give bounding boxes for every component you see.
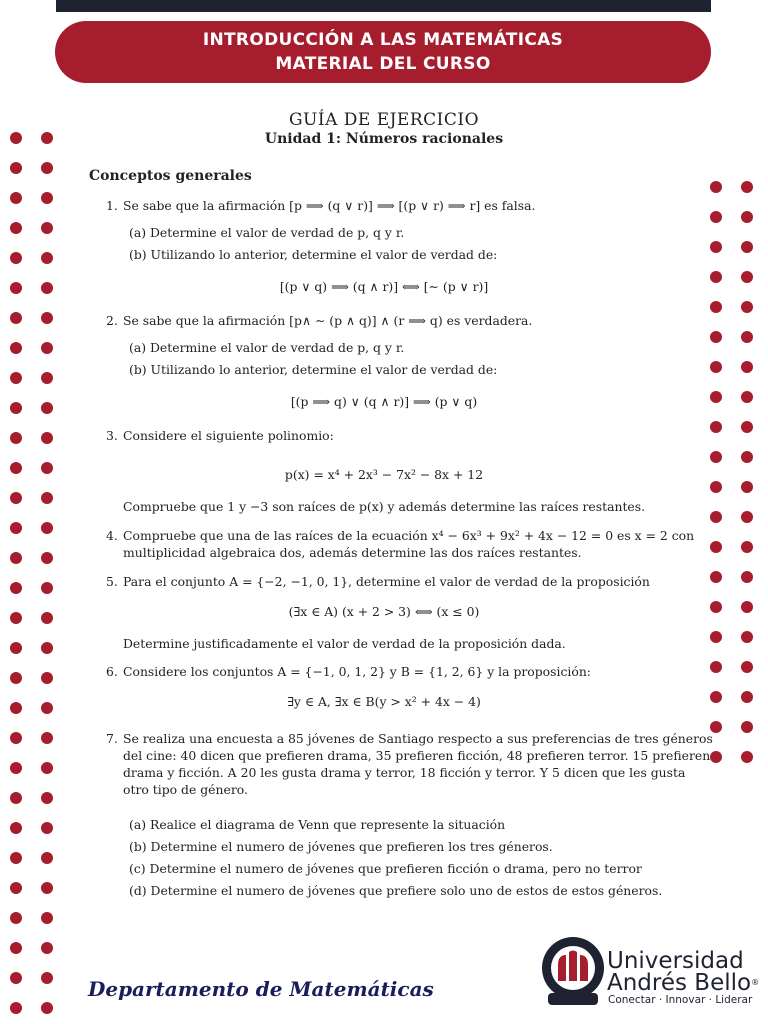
dot bbox=[41, 732, 53, 744]
dot bbox=[41, 972, 53, 984]
dot bbox=[741, 571, 753, 583]
question-3-after: Compruebe que 1 y −3 son raíces de p(x) y además determine las raíces restantes. bbox=[123, 499, 646, 514]
dot bbox=[10, 762, 22, 774]
dot bbox=[10, 642, 22, 654]
question-text: Para el conjunto A = {−2, −1, 0, 1}, determine el valor de verdad de la proposición bbox=[123, 574, 650, 589]
dot bbox=[41, 942, 53, 954]
dot bbox=[10, 342, 22, 354]
question-1b: (b) Utilizando lo anterior, determine el valor de verdad de: bbox=[129, 247, 498, 262]
formula-3: p(x) = x⁴ + 2x³ − 7x² − 8x + 12 bbox=[284, 467, 484, 482]
dot bbox=[710, 631, 722, 643]
dot bbox=[10, 882, 22, 894]
question-2 bbox=[106, 312, 532, 329]
page-title: GUÍA DE EJERCICIO bbox=[288, 110, 480, 130]
dot bbox=[10, 732, 22, 744]
dot bbox=[41, 1002, 53, 1014]
question-1a: (a) Determine el valor de verdad de p, q y r. bbox=[129, 225, 405, 240]
dot bbox=[710, 181, 722, 193]
dot bbox=[710, 451, 722, 463]
dot bbox=[741, 721, 753, 733]
dot bbox=[41, 852, 53, 864]
dot bbox=[10, 912, 22, 924]
dot bbox=[741, 181, 753, 193]
question-number: 4. bbox=[106, 528, 118, 543]
question-7a: (a) Realice el diagrama de Venn que represente la situación bbox=[129, 817, 506, 832]
dot bbox=[10, 552, 22, 564]
question-7b: (b) Determine el numero de jóvenes que prefieren los tres géneros. bbox=[129, 839, 553, 854]
dot bbox=[710, 211, 722, 223]
dot bbox=[41, 552, 53, 564]
dot bbox=[41, 672, 53, 684]
question-5 bbox=[106, 573, 650, 590]
formula-1: [(p ∨ q) ⟹ (q ∧ r)] ⟺ [∼ (p ∨ r)] bbox=[279, 279, 489, 294]
dot bbox=[41, 882, 53, 894]
dot bbox=[741, 661, 753, 673]
dot bbox=[710, 571, 722, 583]
question-number: 7. bbox=[106, 731, 118, 746]
dot bbox=[10, 852, 22, 864]
header-line-1: INTRODUCCIÓN A LAS MATEMÁTICAS bbox=[202, 30, 564, 50]
dot bbox=[741, 241, 753, 253]
dot bbox=[741, 301, 753, 313]
dot bbox=[10, 432, 22, 444]
dot bbox=[741, 511, 753, 523]
dot bbox=[41, 762, 53, 774]
question-text: Se sabe que la afirmación [p∧ ∼ (p ∧ q)] ∧ (r ⟹ q) es verdadera. bbox=[123, 313, 533, 328]
dot bbox=[41, 492, 53, 504]
dot bbox=[710, 511, 722, 523]
dot bbox=[41, 312, 53, 324]
question-7 bbox=[106, 730, 713, 747]
question-number: 2. bbox=[106, 313, 118, 328]
question-number: 5. bbox=[106, 574, 118, 589]
dot bbox=[41, 162, 53, 174]
question-text: Considere los conjuntos A = {−1, 0, 1, 2} y B = {1, 2, 6} y la proposición: bbox=[123, 664, 591, 679]
dot bbox=[10, 582, 22, 594]
dot bbox=[710, 331, 722, 343]
question-4 bbox=[106, 527, 694, 544]
dot bbox=[41, 342, 53, 354]
formula-6: ∃y ∈ A, ∃x ∈ B(y > x² + 4x − 4) bbox=[287, 694, 481, 709]
question-3 bbox=[106, 427, 334, 444]
department-signature: Departamento de Matemáticas bbox=[88, 977, 434, 1001]
dot bbox=[41, 912, 53, 924]
dot bbox=[10, 972, 22, 984]
dot bbox=[10, 162, 22, 174]
section-heading: Conceptos generales bbox=[89, 168, 252, 184]
dot bbox=[10, 822, 22, 834]
header-banner bbox=[55, 21, 711, 83]
question-7c: (c) Determine el numero de jóvenes que prefieren ficción o drama, pero no terror bbox=[129, 861, 642, 876]
dot bbox=[41, 792, 53, 804]
dot bbox=[10, 1002, 22, 1014]
dot bbox=[10, 222, 22, 234]
dot bbox=[741, 331, 753, 343]
question-text: Se sabe que la afirmación [p ⟹ (q ∨ r)] ⟹ [(p ∨ r) ⟹ r] es falsa. bbox=[123, 198, 536, 213]
dot bbox=[41, 222, 53, 234]
question-number: 3. bbox=[106, 428, 118, 443]
question-number: 6. bbox=[106, 664, 118, 679]
dot bbox=[10, 792, 22, 804]
page-subtitle: Unidad 1: Números racionales bbox=[264, 131, 504, 147]
dot bbox=[10, 522, 22, 534]
question-7-line3: drama y ficción. A 20 les gusta drama y terror, 18 ficción y terror. Y 5 dicen que les gusta bbox=[123, 765, 686, 780]
registered-mark: ® bbox=[751, 978, 760, 987]
dot bbox=[741, 361, 753, 373]
question-6 bbox=[106, 663, 591, 680]
university-name-text: Andrés Bello bbox=[607, 970, 752, 996]
dot bbox=[41, 582, 53, 594]
top-bar bbox=[56, 0, 711, 12]
question-5-after: Determine justificadamente el valor de verdad de la proposición dada. bbox=[123, 636, 566, 651]
dot bbox=[41, 522, 53, 534]
dot bbox=[41, 822, 53, 834]
formula-2: [(p ⟹ q) ∨ (q ∧ r)] ⟹ (p ∨ q) bbox=[290, 394, 478, 409]
dot bbox=[10, 492, 22, 504]
dot bbox=[10, 372, 22, 384]
dot bbox=[741, 751, 753, 763]
dot bbox=[741, 541, 753, 553]
question-7d: (d) Determine el numero de jóvenes que prefiere solo uno de estos de estos géneros. bbox=[129, 883, 663, 898]
question-7-line2: del cine: 40 dicen que prefieren drama, 35 prefieren ficción, 48 prefieren terror. 15 prefieren bbox=[123, 748, 711, 763]
dot bbox=[10, 192, 22, 204]
dot bbox=[41, 192, 53, 204]
question-number: 1. bbox=[106, 198, 118, 213]
dot bbox=[710, 301, 722, 313]
question-4-line2: multiplicidad algebraica dos, además determine las dos raíces restantes. bbox=[123, 545, 582, 560]
dot bbox=[41, 642, 53, 654]
dot bbox=[710, 751, 722, 763]
question-1 bbox=[106, 197, 535, 214]
question-text: Considere el siguiente polinomio: bbox=[123, 428, 334, 443]
dot bbox=[10, 312, 22, 324]
question-2b: (b) Utilizando lo anterior, determine el valor de verdad de: bbox=[129, 362, 498, 377]
dot bbox=[10, 672, 22, 684]
dot bbox=[10, 252, 22, 264]
university-name-line2 bbox=[607, 972, 759, 994]
dot bbox=[41, 372, 53, 384]
dot bbox=[710, 361, 722, 373]
question-text: Se realiza una encuesta a 85 jóvenes de Santiago respecto a sus preferencias de tres géneros bbox=[123, 731, 713, 746]
question-2a: (a) Determine el valor de verdad de p, q y r. bbox=[129, 340, 405, 355]
dot bbox=[741, 421, 753, 433]
dot bbox=[710, 661, 722, 673]
formula-5: (∃x ∈ A) (x + 2 > 3) ⟺ (x ≤ 0) bbox=[288, 604, 480, 619]
dot bbox=[741, 631, 753, 643]
question-7-line4: otro tipo de género. bbox=[123, 782, 248, 797]
question-text: Compruebe que una de las raíces de la ecuación x⁴ − 6x³ + 9x² + 4x − 12 = 0 es x = 2 con bbox=[123, 528, 695, 543]
dot bbox=[741, 211, 753, 223]
dot bbox=[41, 252, 53, 264]
dot bbox=[10, 942, 22, 954]
dot bbox=[41, 432, 53, 444]
dot bbox=[710, 541, 722, 553]
dot bbox=[710, 421, 722, 433]
university-logo-icon bbox=[538, 935, 608, 1007]
dot bbox=[741, 451, 753, 463]
university-name-line1: Universidad bbox=[607, 948, 744, 974]
dot bbox=[710, 241, 722, 253]
university-tagline: Conectar · Innovar · Liderar bbox=[608, 994, 753, 1006]
header-line-2: MATERIAL DEL CURSO bbox=[275, 54, 491, 74]
